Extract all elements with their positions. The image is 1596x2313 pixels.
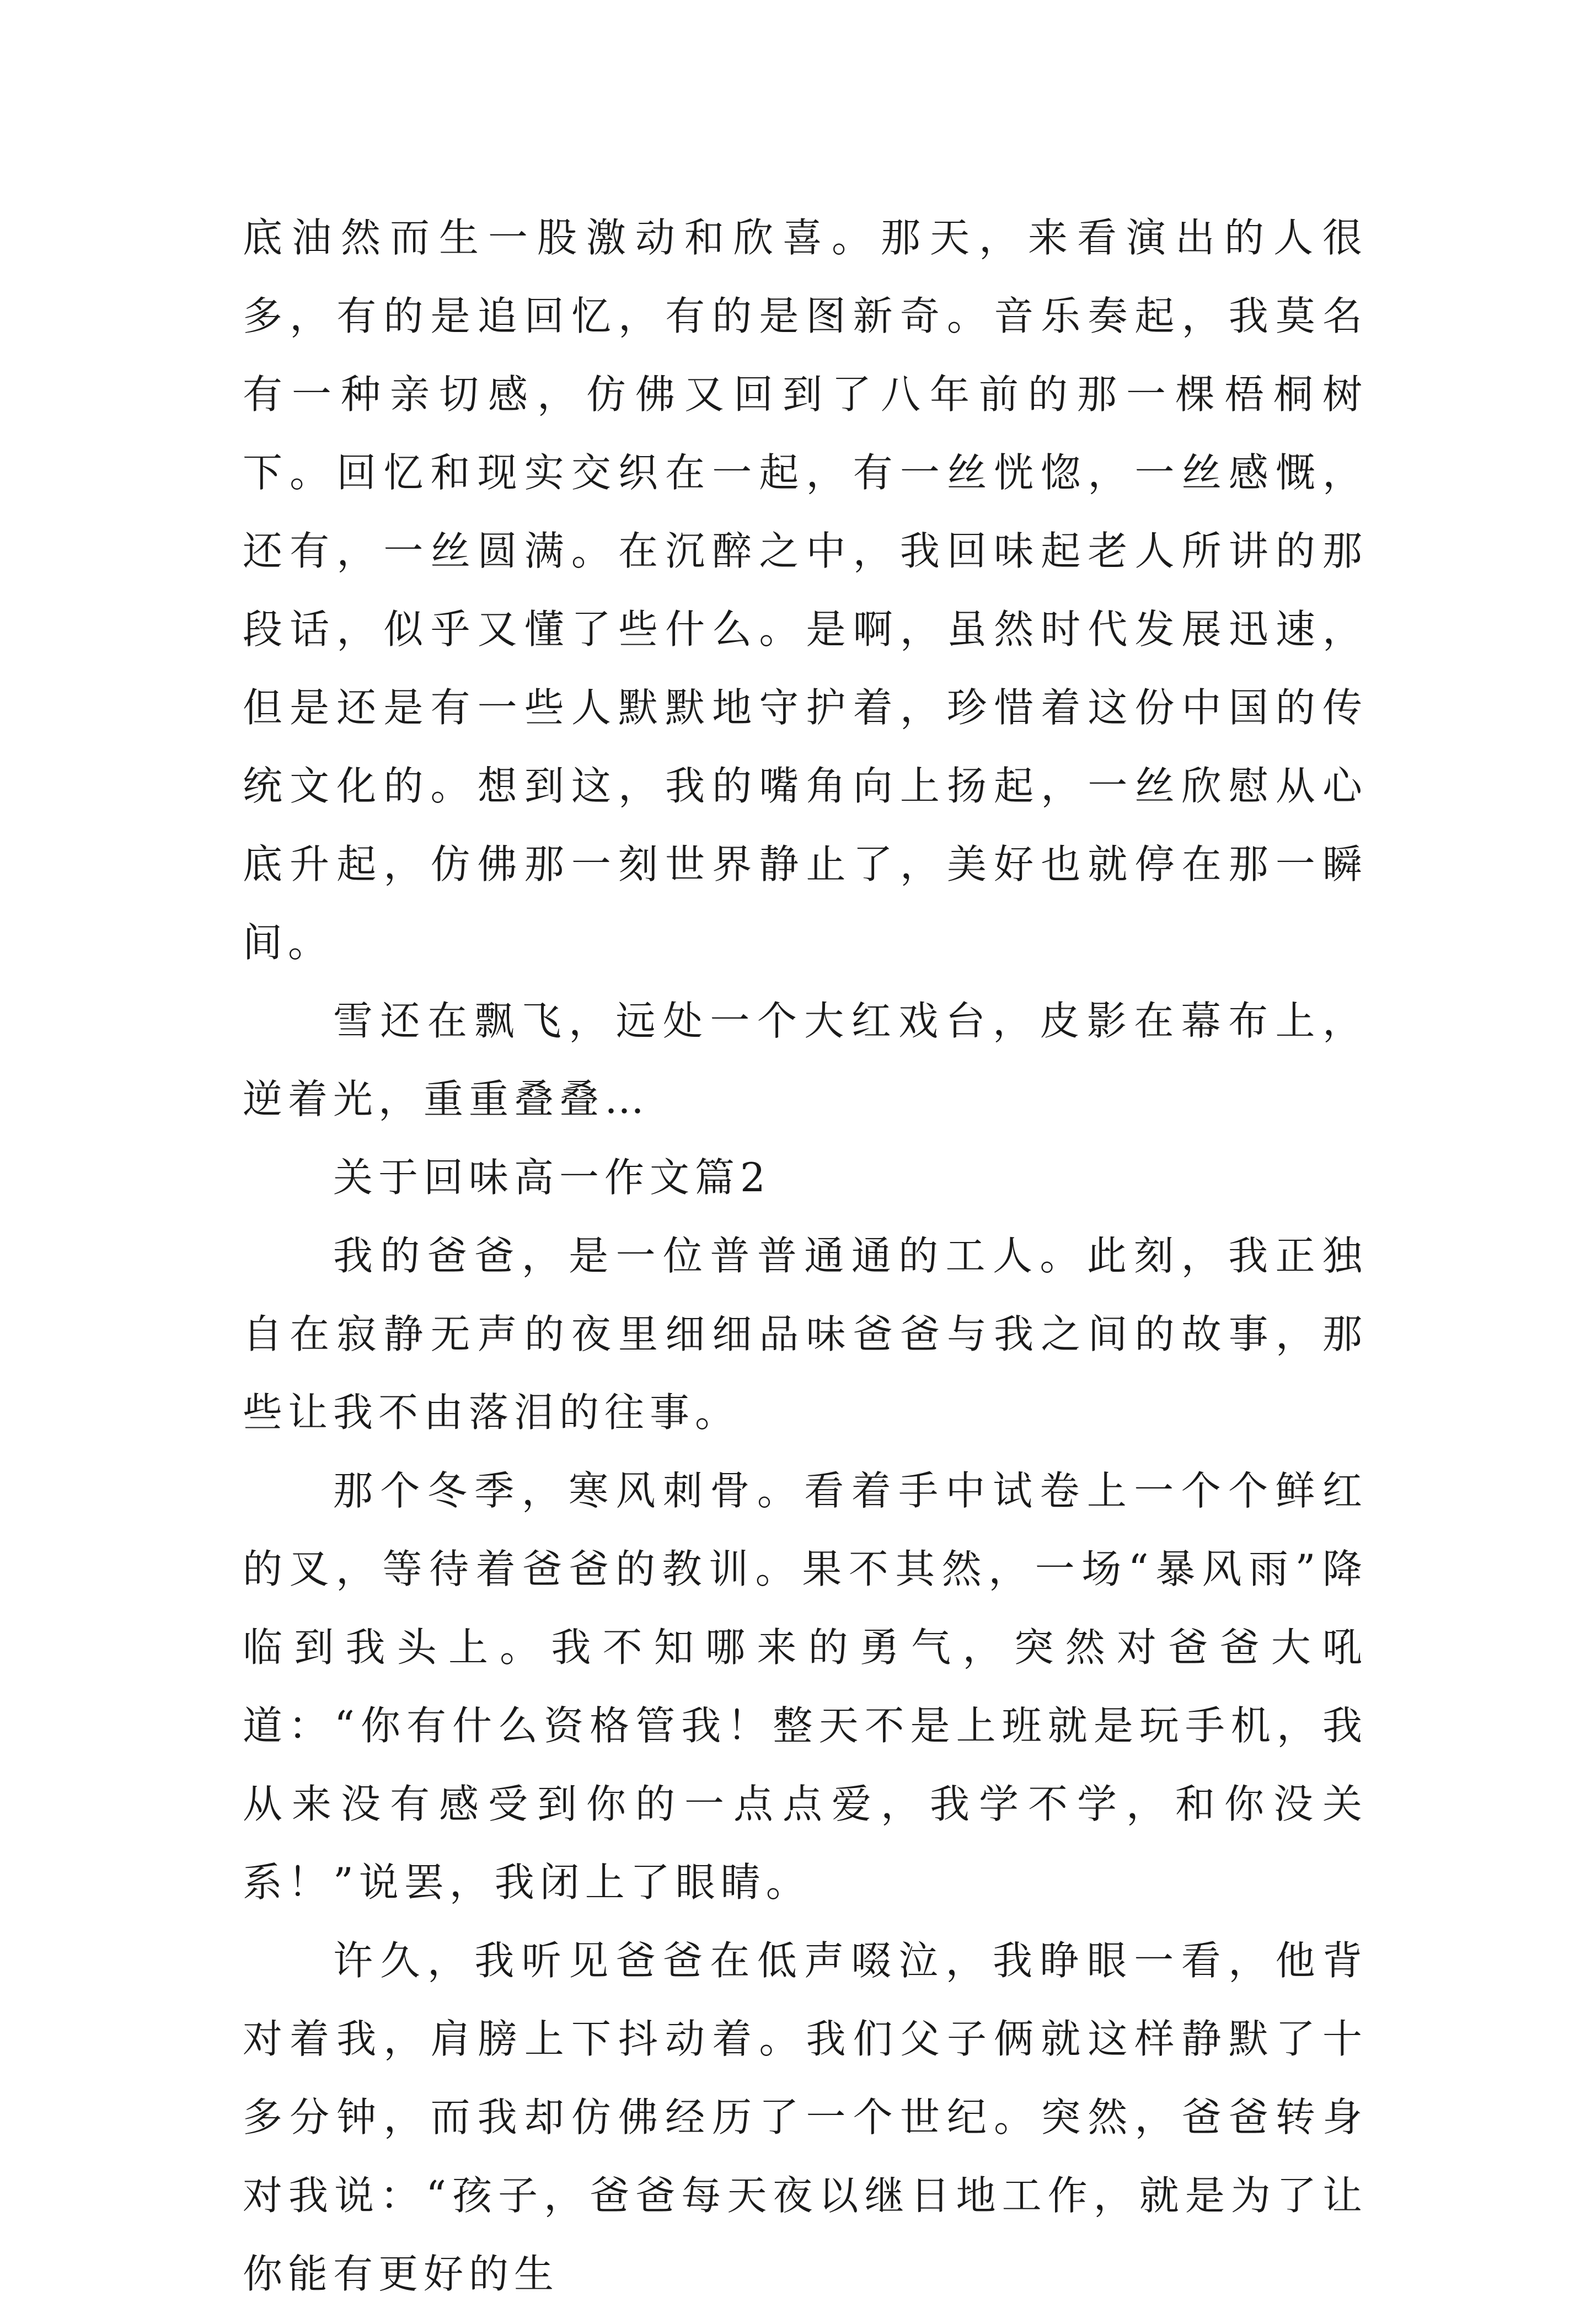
paragraph-5: 许久，我听见爸爸在低声啜泣，我睁眼一看，他背对着我，肩膀上下抖动着。我们父子俩就这样静默了十多分钟，而我却仿佛经历了一个世纪。突然，爸爸转身对我说：“孩子，爸爸每天夜以继日地工作，就是为了让你能有更好的生 <box>243 1937 1368 2297</box>
paragraph-4: 那个冬季，寒风刺骨。看着手中试卷上一个个鲜红的叉，等待着爸爸的教训。果不其然，一场“暴风雨”降临到我头上。我不知哪来的勇气，突然对爸爸大吼道：“你有什么资格管我！整天不是上班就是玩手机，我从来没有感受到你的一点点爱，我学不学，和你没关系！”说罢，我闭上了眼睛。 <box>243 1468 1368 1905</box>
paragraph-2: 雪还在飘飞，远处一个大红戏台，皮影在幕布上，逆着光，重重叠叠… <box>243 998 1368 1122</box>
section-heading: 关于回味高一作文篇2 <box>333 1154 771 1201</box>
paragraph-3: 我的爸爸，是一位普普通通的工人。此刻，我正独自在寂静无声的夜里细细品味爸爸与我之间的故事，那些让我不由落泪的往事。 <box>243 1233 1368 1436</box>
document-body <box>243 199 1368 2313</box>
paragraph-1: 底油然而生一股激动和欣喜。那天，来看演出的人很多，有的是追回忆，有的是图新奇。音乐奏起，我莫名有一种亲切感，仿佛又回到了八年前的那一棵梧桐树下。回忆和现实交织在一起，有一丝恍惚，一丝感慨，还有，一丝圆满。在沉醉之中，我回味起老人所讲的那段话，似乎又懂了些什么。是啊，虽然时代发展迅速，但是还是有一些人默默地守护着，珍惜着这份中国的传统文化的。想到这，我的嘴角向上扬起，一丝欣慰从心底升起，仿佛那一刻世界静止了，美好也就停在那一瞬间。 <box>243 215 1368 966</box>
